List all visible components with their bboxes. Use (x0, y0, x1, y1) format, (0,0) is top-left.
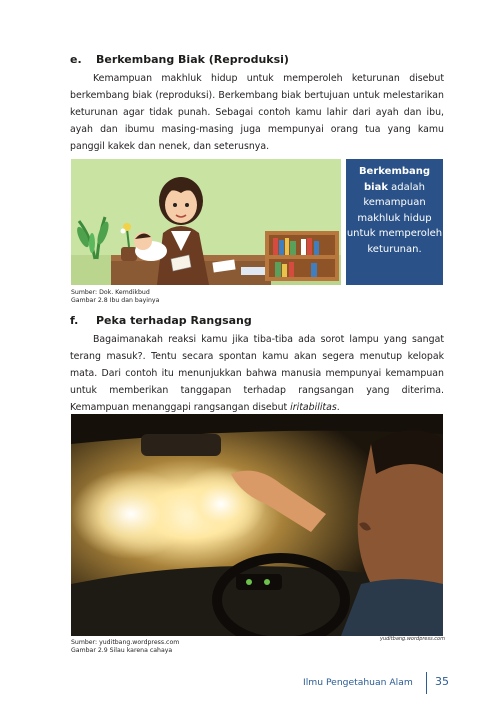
definition-term: Berkembang biak (358, 166, 431, 193)
section-e-letter: e. (70, 53, 82, 66)
section-f-letter: f. (70, 314, 79, 327)
term-iritabilitas: iritabilitas (290, 402, 337, 413)
section-f-paragraph: Bagaimanakah reaksi kamu jika tiba-tiba ada sorot lampu yang sangat terang masuk?. Tentu secara spontan kamu akan segera menutup kelopak mata. Dari contoh itu menunjukkan bahwa manusia mempunyai kemampuan untuk memberikan tanggapan terhadap rangsangan yang diterima. Kemampuan menanggapi rangsangan disebut iritabilitas. (70, 334, 444, 413)
footer-book-title: Ilmu Pengetahuan Alam (303, 677, 413, 688)
footer-divider (426, 672, 427, 694)
figure-2-9-title: Gambar 2.9 Silau karena cahaya (71, 647, 173, 654)
section-f-title: Peka terhadap Rangsang (96, 314, 252, 327)
section-e-paragraph: Kemampuan makhluk hidup untuk memperoleh keturunan disebut berkembang biak (reproduksi). Berkembang biak bertujuan untuk melestarikan keturunan agar tidak punah. Sebagai contoh kamu lahir dari ayah dan ibu, ayah dan ibumu masing-masing juga mempunyai orang tua yang kamu panggil kakek dan nenek, dan seterusnya. (70, 73, 444, 152)
mother-baby-illustration (71, 159, 341, 285)
figure-2-8-caption (71, 289, 159, 305)
figure-2-8-title: Gambar 2.8 Ibu dan bayinya (71, 297, 160, 304)
page-number: 35 (435, 675, 449, 688)
figure-2-9-source: Sumber: yuditbang.wordpress.com (71, 639, 180, 646)
section-e-title: Berkembang Biak (Reproduksi) (96, 53, 289, 66)
section-e-heading (70, 53, 289, 66)
figure-2-8-source: Sumber: Dok. Kemdikbud (71, 289, 150, 296)
definition-box (346, 159, 443, 285)
definition-text: adalah kemampuan makhluk hidup untuk memperoleh keturunan. (346, 181, 443, 255)
section-f-heading (70, 314, 252, 327)
photo-watermark: yuditbang.wordpress.com (380, 636, 445, 642)
glare-driver-photo (71, 414, 443, 636)
figure-2-9-caption (71, 639, 179, 655)
